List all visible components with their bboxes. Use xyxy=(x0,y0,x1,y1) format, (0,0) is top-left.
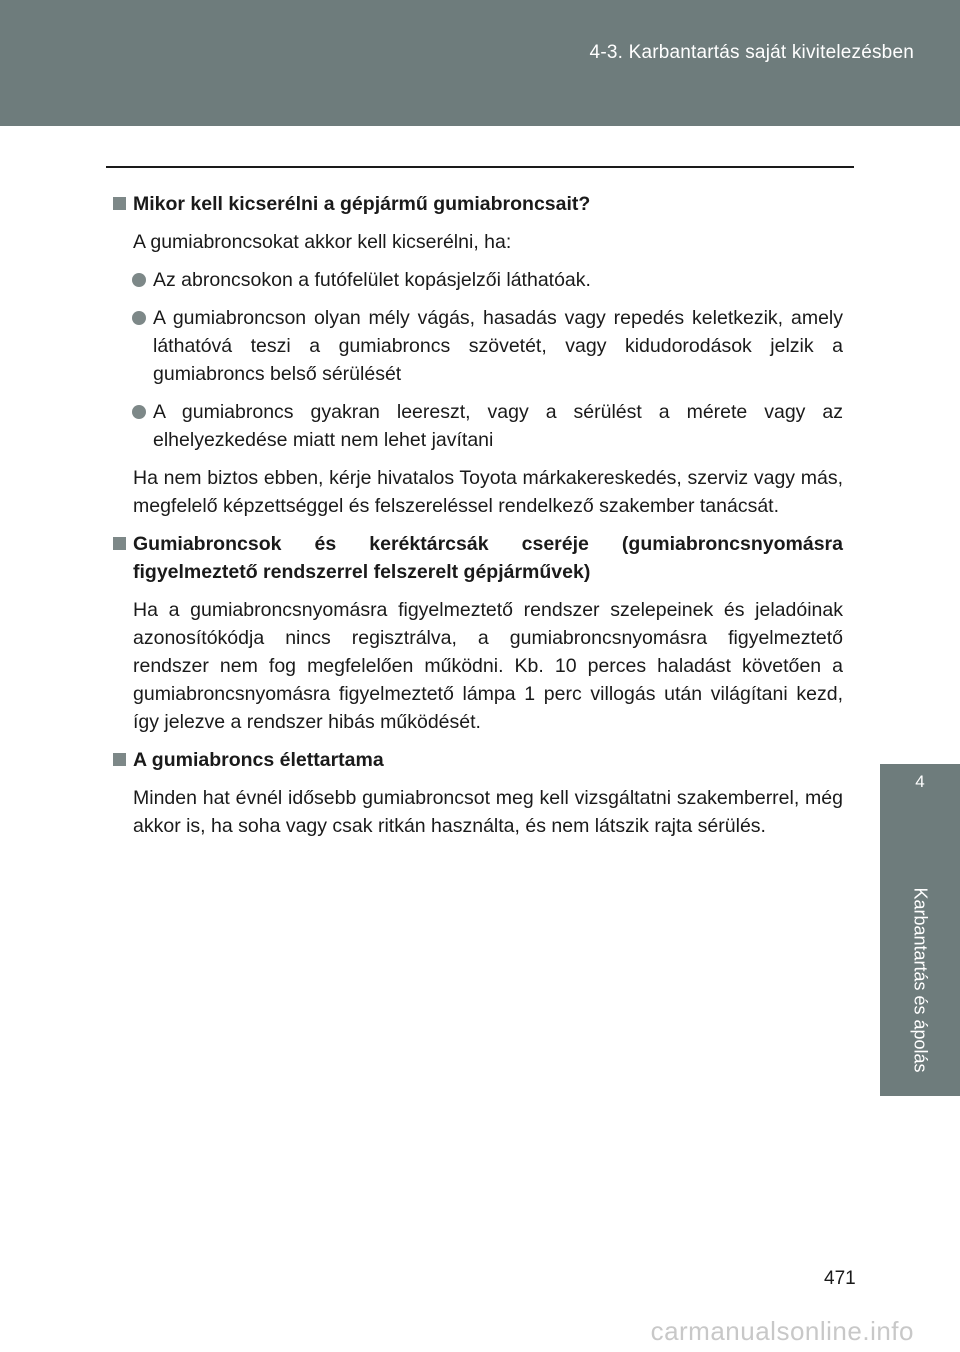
section-title: 4-3. Karbantartás saját kivitelezésben xyxy=(589,42,914,63)
paragraph: A gumiabroncsokat akkor kell kicserélni, ha: xyxy=(133,231,512,253)
chapter-label: Karbantartás és ápolás xyxy=(910,887,931,1073)
round-bullet-icon xyxy=(132,273,146,287)
horizontal-rule xyxy=(106,166,854,168)
section-heading-tire-replacement: Mikor kell kicserélni a gépjármű gumiabroncsait? xyxy=(111,190,843,218)
square-bullet-icon xyxy=(113,197,126,210)
paragraph: Ha nem biztos ebben, kérje hivatalos Toyota márkakereskedés, szerviz vagy más, megfelelő képzettséggel és felszereléssel rendelkező szakember tanácsát. xyxy=(133,467,843,517)
watermark: carmanualsonline.info xyxy=(650,1316,914,1346)
page-header xyxy=(0,0,960,126)
list-item: Az abroncsokon a futófelület kopásjelzői láthatóak. xyxy=(111,266,843,294)
round-bullet-icon xyxy=(132,311,146,325)
section-heading-tpms-replacement: Gumiabroncsok és keréktárcsák cseréje (gumiabroncsnyomásra figyelmeztető rendszerrel felszerelt gépjárművek) xyxy=(111,530,843,586)
round-bullet-icon xyxy=(132,405,146,419)
main-content xyxy=(111,190,843,850)
list-item: A gumiabroncson olyan mély vágás, hasadás vagy repedés keletkezik, amely láthatóvá teszi a gumiabroncs szövetét, vagy kidudorodások jelzik a gumiabroncs belső sérülését xyxy=(111,304,843,388)
paragraph: Minden hat évnél idősebb gumiabroncsot meg kell vizsgáltatni szakemberrel, még akkor is, ha soha vagy csak ritkán használta, és nem látszik rajta sérülés. xyxy=(133,787,843,837)
page-number: 471 xyxy=(824,1268,856,1289)
list-item: A gumiabroncs gyakran leereszt, vagy a sérülést a mérete vagy az elhelyezkedése miatt nem lehet javítani xyxy=(111,398,843,454)
chapter-number: 4 xyxy=(880,764,960,864)
square-bullet-icon xyxy=(113,753,126,766)
section-heading-tire-lifetime: A gumiabroncs élettartama xyxy=(111,746,843,774)
paragraph: Ha a gumiabroncsnyomásra figyelmeztető rendszer szelepeinek és jeladóinak azonosítókódja nincs regisztrálva, a gumiabroncsnyomásra figyelmeztető rendszer nem fog megfelelően működni. Kb. 10 perces haladást követően a gumiabroncsnyomásra figyelmeztető lámpa 1 perc villogás után világítani kezd, így jelezve a rendszer hibás működését. xyxy=(133,599,843,733)
square-bullet-icon xyxy=(113,537,126,550)
chapter-side-tab xyxy=(880,126,960,1352)
chapter-label-box xyxy=(880,864,960,1096)
